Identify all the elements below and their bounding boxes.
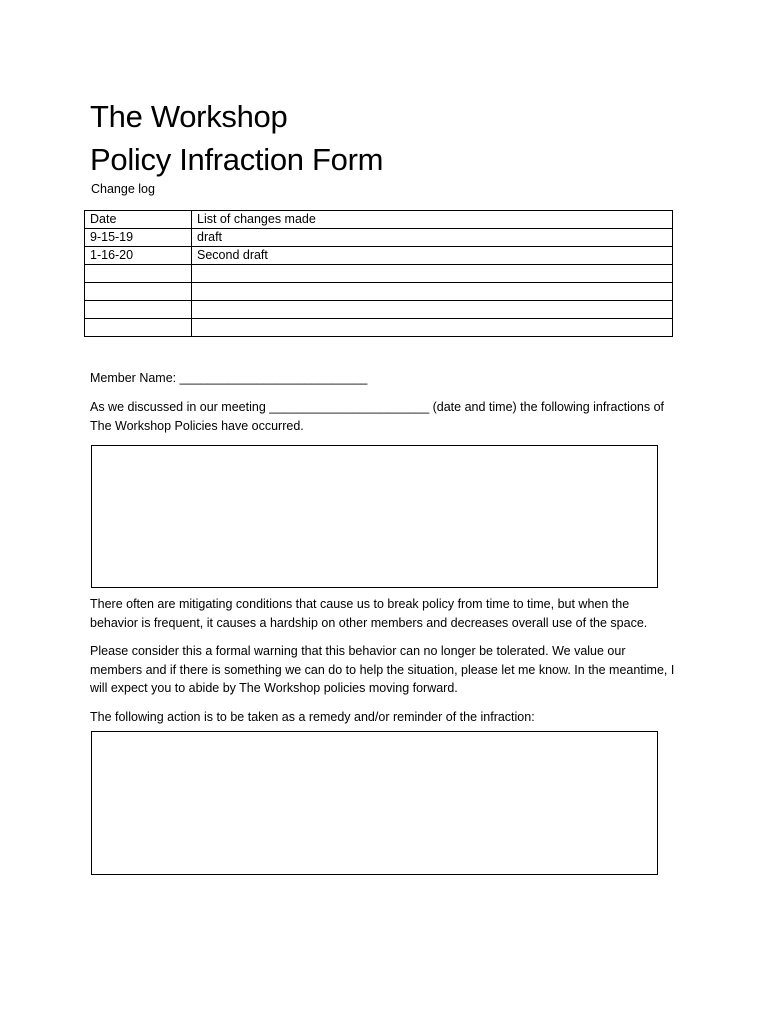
header-date: Date [85, 211, 192, 229]
warning-paragraph: Please consider this a formal warning that this behavior can no longer be tolerated. We value our members and if there is something we can do to help the situation, please let me know. In the meantime, I will expect you to abide by The Workshop policies moving forward. [90, 644, 675, 695]
table-row [85, 301, 673, 319]
infractions-box[interactable] [91, 445, 658, 588]
row-change: Second draft [192, 247, 673, 265]
row-date: 1-16-20 [85, 247, 192, 265]
table-header-row [85, 211, 673, 229]
row-date: 9-15-19 [85, 229, 192, 247]
table-row [85, 229, 673, 247]
header-changes: List of changes made [192, 211, 673, 229]
table-row [85, 283, 673, 301]
table-row [85, 247, 673, 265]
form-title-line-1: The Workshop [90, 99, 288, 134]
remedy-action-box[interactable] [91, 731, 658, 875]
row-date [85, 265, 192, 283]
meeting-statement: As we discussed in our meeting _______________________ (date and time) the following infractions of The Workshop Policies have occurred. [90, 400, 664, 433]
table-row [85, 265, 673, 283]
row-change [192, 265, 673, 283]
row-date [85, 283, 192, 301]
row-change [192, 283, 673, 301]
mitigating-paragraph: There often are mitigating conditions that cause us to break policy from time to time, but when the behavior is frequent, it causes a hardship on other members and decreases overall use of the space. [90, 597, 648, 630]
row-change [192, 301, 673, 319]
action-label: The following action is to be taken as a remedy and/or reminder of the infraction: [90, 710, 535, 724]
change-log-table [84, 210, 673, 337]
form-title-line-2: Policy Infraction Form [90, 142, 384, 177]
row-date [85, 301, 192, 319]
row-date [85, 319, 192, 337]
row-change: draft [192, 229, 673, 247]
row-change [192, 319, 673, 337]
change-log-label: Change log [91, 182, 155, 196]
table-row [85, 319, 673, 337]
member-name-field[interactable]: Member Name: ___________________________ [90, 371, 368, 385]
